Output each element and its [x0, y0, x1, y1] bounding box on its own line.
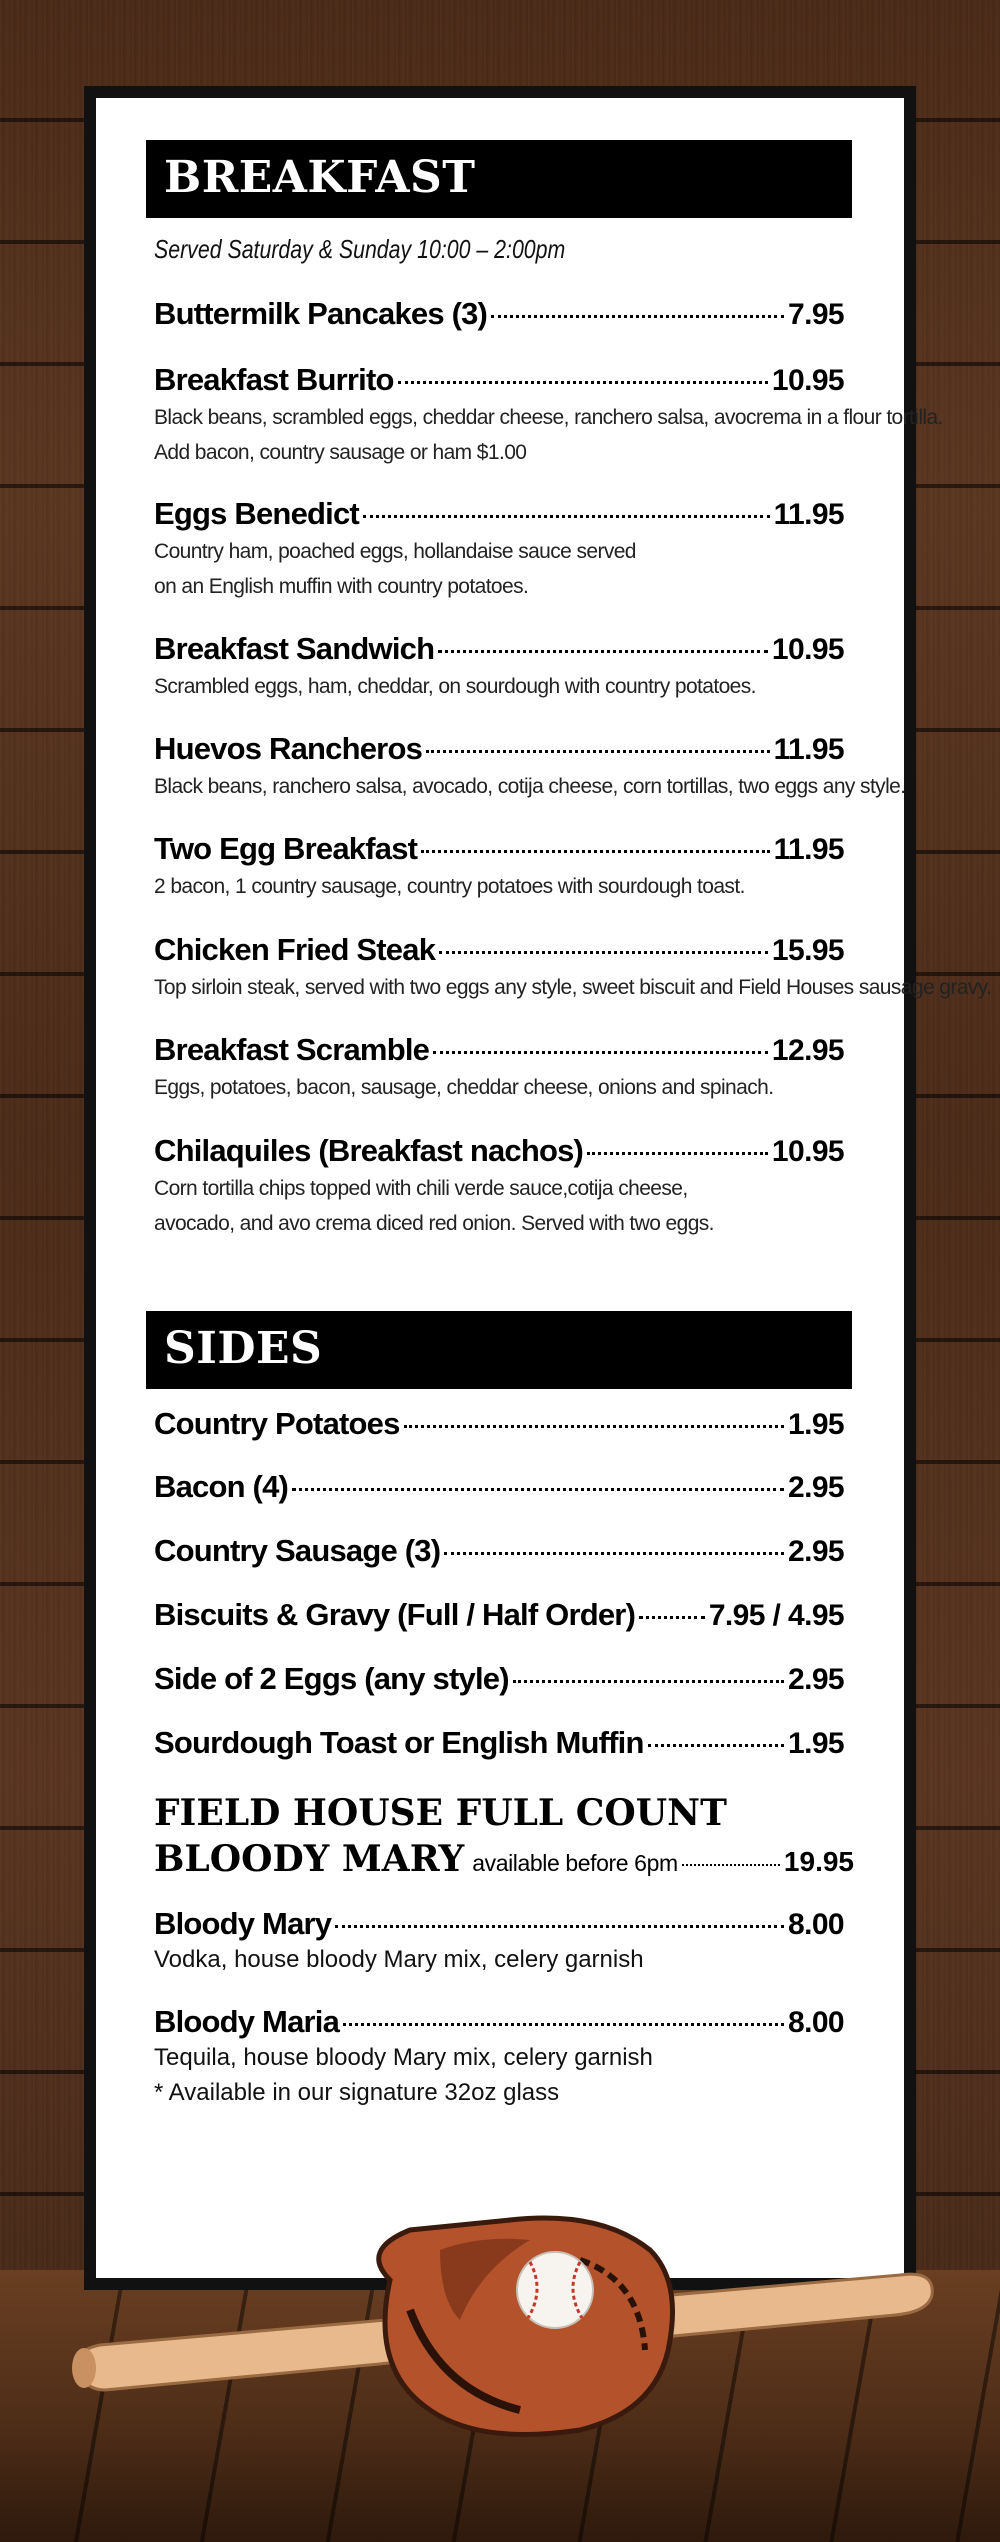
item-price: 1.95 — [788, 1727, 844, 1760]
menu-item — [154, 631, 844, 704]
menu-item — [154, 831, 844, 904]
item-name: Breakfast Scramble — [154, 1032, 430, 1067]
leader-dots — [587, 1152, 768, 1155]
item-price: 8.00 — [788, 2006, 844, 2039]
baseball-glove-icon — [379, 2218, 673, 2435]
breakfast-header — [146, 140, 852, 218]
item-description — [154, 769, 906, 804]
desc-line: avocado, and avo crema diced red onion. Served with two eggs. — [154, 1212, 714, 1235]
leader-dots — [682, 1864, 780, 1866]
item-price: 10.95 — [771, 633, 844, 666]
desc-line: Vodka, house bloody Mary mix, celery garnish — [154, 1946, 644, 1973]
menu-item — [154, 1661, 844, 1697]
menu-item — [154, 1133, 844, 1241]
leader-dots — [343, 2023, 784, 2026]
item-description — [154, 1942, 844, 1977]
leader-dots — [404, 1425, 784, 1428]
item-price: 15.95 — [771, 934, 844, 967]
menu-item — [154, 362, 943, 470]
item-description — [154, 669, 844, 704]
menu-item — [154, 1469, 844, 1505]
item-price: 10.95 — [771, 1135, 844, 1168]
item-name: Country Potatoes — [154, 1406, 400, 1441]
menu-item — [154, 1406, 844, 1442]
item-price: 11.95 — [773, 833, 844, 866]
breakfast-title: BREAKFAST — [164, 152, 476, 203]
item-name: Sourdough Toast or English Muffin — [154, 1725, 644, 1760]
item-name: Breakfast Sandwich — [154, 631, 435, 666]
desc-line: on an English muffin with country potatoes. — [154, 575, 529, 598]
bloody-availability: available before 6pm — [472, 1850, 678, 1876]
baseball-icon — [517, 2252, 593, 2328]
item-price: 2.95 — [788, 1663, 844, 1696]
menu-item — [154, 932, 992, 1005]
leader-dots — [639, 1616, 705, 1619]
menu-item — [154, 496, 844, 604]
bloody-mary-title — [154, 1790, 854, 1886]
desc-line: * Available in our signature 32oz glass — [154, 2079, 560, 2106]
desc-line: Eggs, potatoes, bacon, sausage, cheddar cheese, onions and spinach. — [154, 1076, 774, 1099]
leader-dots — [363, 515, 770, 518]
item-name: Biscuits & Gravy (Full / Half Order) — [154, 1597, 636, 1632]
menu-item — [154, 1597, 844, 1633]
desc-line: Black beans, ranchero salsa, avocado, cotija cheese, corn tortillas, two eggs any style. — [154, 775, 906, 798]
item-description — [154, 2040, 844, 2110]
item-name: Side of 2 Eggs (any style) — [154, 1661, 509, 1696]
leader-dots — [335, 1925, 784, 1928]
leader-dots — [491, 315, 784, 318]
sides-title: SIDES — [164, 1323, 323, 1374]
leader-dots — [648, 1744, 784, 1747]
item-price: 2.95 — [788, 1535, 844, 1568]
item-price: 11.95 — [773, 498, 844, 531]
bloody-title-name: BLOODY MARY — [154, 1838, 465, 1880]
item-name: Chilaquiles (Breakfast nachos) — [154, 1133, 584, 1168]
item-name: Two Egg Breakfast — [154, 831, 418, 866]
item-price: 2.95 — [788, 1471, 844, 1504]
item-name: Bacon (4) — [154, 1469, 289, 1504]
bloody-title-line2 — [154, 1836, 854, 1886]
item-name: Buttermilk Pancakes (3) — [154, 296, 488, 331]
item-name: Chicken Fried Steak — [154, 932, 436, 967]
item-name: Breakfast Burrito — [154, 362, 394, 397]
leader-dots — [513, 1680, 784, 1683]
bloody-price: 19.95 — [783, 1846, 854, 1877]
menu-item — [154, 1906, 844, 1977]
item-price: 7.95 — [788, 298, 844, 331]
item-price: 12.95 — [771, 1034, 844, 1067]
item-price: 7.95 / 4.95 — [708, 1599, 844, 1632]
item-price: 10.95 — [771, 364, 844, 397]
leader-dots — [426, 750, 770, 753]
leader-dots — [444, 1552, 784, 1555]
desc-line: Country ham, poached eggs, hollandaise sauce served — [154, 540, 636, 563]
leader-dots — [439, 951, 768, 954]
item-description — [154, 970, 992, 1005]
item-name: Country Sausage (3) — [154, 1533, 441, 1568]
item-description — [154, 869, 844, 904]
desc-line: Tequila, house bloody Mary mix, celery garnish — [154, 2044, 653, 2071]
item-description — [154, 1171, 844, 1241]
menu-item — [154, 2004, 844, 2110]
desc-line: Top sirloin steak, served with two eggs any style, sweet biscuit and Field Houses sausage gravy. — [154, 976, 992, 999]
item-name: Eggs Benedict — [154, 496, 359, 531]
item-description — [154, 534, 844, 604]
leader-dots — [398, 381, 768, 384]
item-name: Huevos Rancheros — [154, 731, 423, 766]
item-price: 11.95 — [773, 733, 844, 766]
menu-item — [154, 296, 844, 332]
item-name: Bloody Mary — [154, 1906, 332, 1941]
bloody-title-line1: FIELD HOUSE FULL COUNT — [154, 1792, 727, 1834]
item-description — [154, 1070, 844, 1105]
desc-line: Add bacon, country sausage or ham $1.00 — [154, 441, 527, 464]
leader-dots — [421, 850, 769, 853]
menu-item — [154, 1725, 844, 1761]
item-name: Bloody Maria — [154, 2004, 340, 2039]
desc-line: Scrambled eggs, ham, cheddar, on sourdough with country potatoes. — [154, 675, 756, 698]
leader-dots — [433, 1051, 768, 1054]
menu-item — [154, 1533, 844, 1569]
sides-header — [146, 1311, 852, 1389]
baseball-illustration — [60, 2190, 960, 2450]
desc-line: Corn tortilla chips topped with chili verde sauce,cotija cheese, — [154, 1177, 688, 1200]
desc-line: 2 bacon, 1 country sausage, country potatoes with sourdough toast. — [154, 875, 745, 898]
menu-item — [154, 731, 906, 804]
leader-dots — [292, 1488, 784, 1491]
item-description — [154, 400, 943, 470]
breakfast-hours: Served Saturday & Sunday 10:00 – 2:00pm — [154, 234, 566, 264]
desc-line: Black beans, scrambled eggs, cheddar cheese, ranchero salsa, avocrema in a flour tortilla. — [154, 406, 943, 429]
item-price: 1.95 — [788, 1408, 844, 1441]
leader-dots — [438, 650, 768, 653]
item-price: 8.00 — [788, 1908, 844, 1941]
menu-item — [154, 1032, 844, 1105]
